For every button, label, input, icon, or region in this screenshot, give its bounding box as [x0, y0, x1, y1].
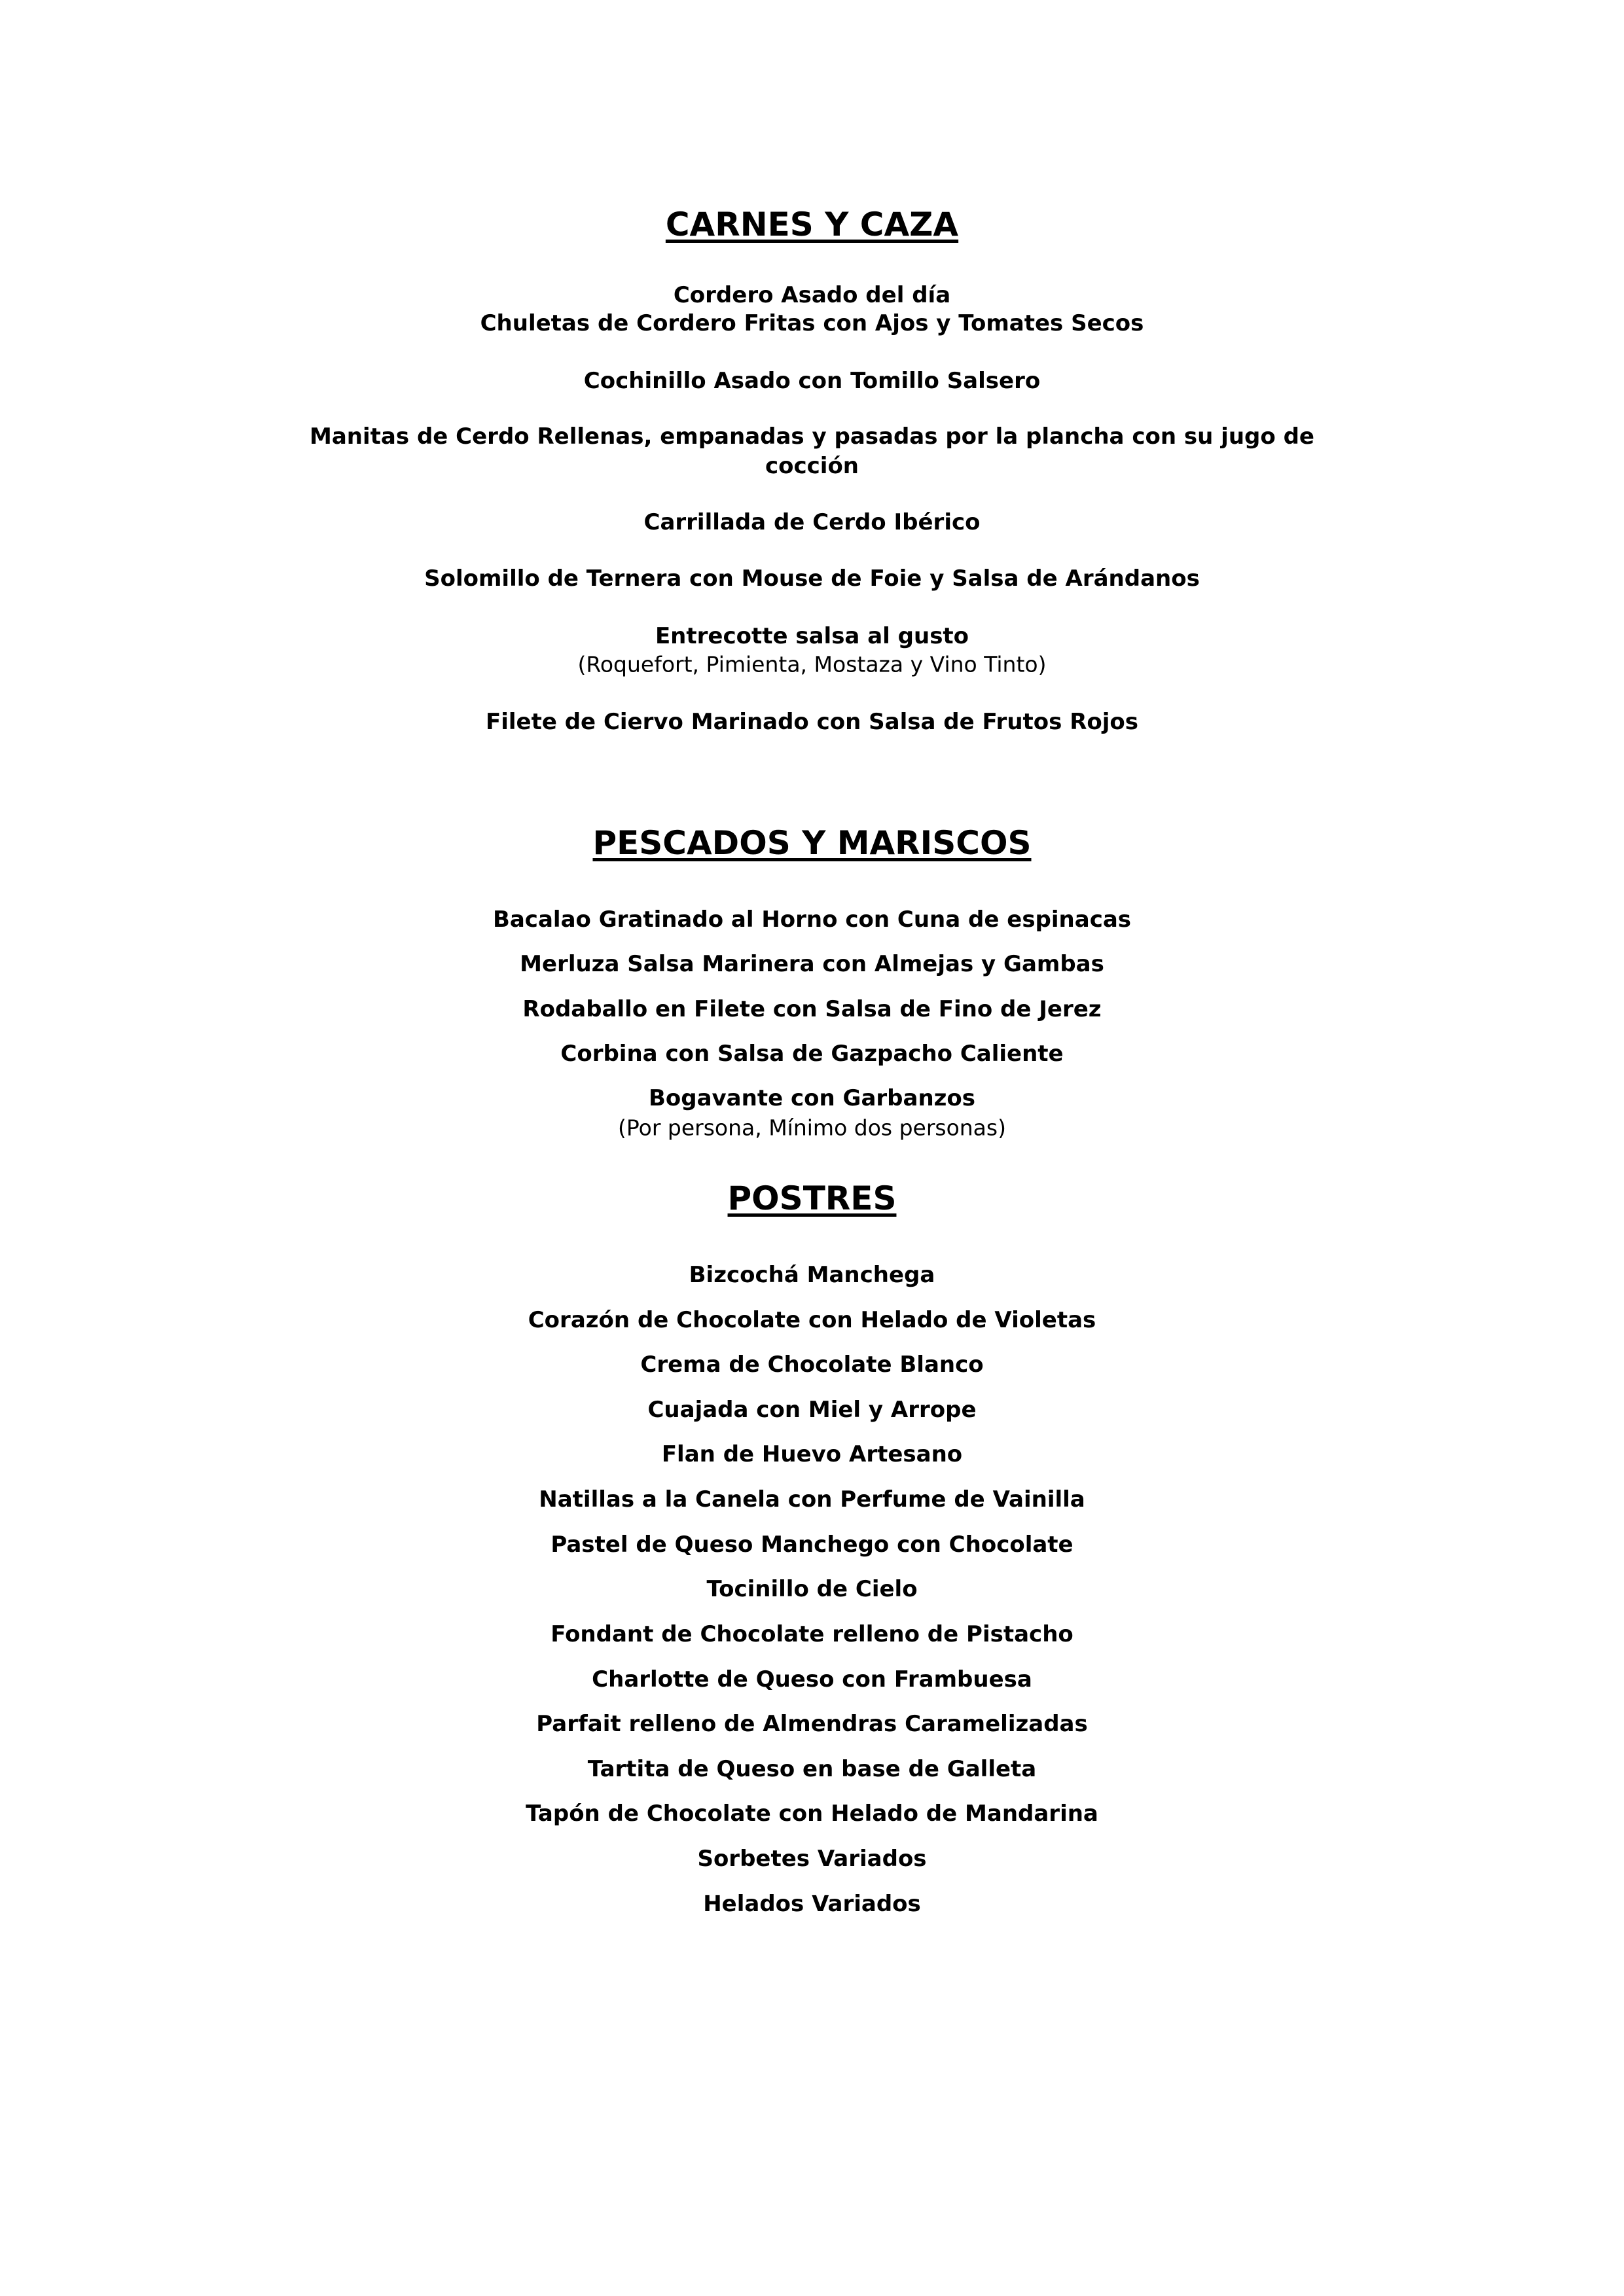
menu-item: Cochinillo Asado con Tomillo Salsero [583, 368, 1041, 394]
menu-item-note: (Roquefort, Pimienta, Mostaza y Vino Tinto) [577, 651, 1047, 677]
section-heading-carnes: CARNES Y CAZA [665, 206, 959, 243]
menu-item: Merluza Salsa Marinera con Almejas y Gambas [520, 951, 1104, 977]
menu-item: Solomillo de Ternera con Mouse de Foie y Salsa de Arándanos [424, 565, 1200, 592]
menu-item: Sorbetes Variados [697, 1846, 927, 1872]
menu-item: Bacalao Gratinado al Horno con Cuna de espinacas [492, 906, 1132, 933]
menu-item: Bizcochá Manchega [689, 1262, 935, 1288]
menu-item: Tocinillo de Cielo [706, 1576, 918, 1602]
menu-item: Fondant de Chocolate relleno de Pistacho [550, 1621, 1074, 1647]
menu-item: Natillas a la Canela con Perfume de Vainilla [539, 1486, 1085, 1513]
menu-item: Corazón de Chocolate con Helado de Violetas [528, 1307, 1096, 1333]
menu-item: Corbina con Salsa de Gazpacho Caliente [560, 1041, 1064, 1067]
menu-item: Bogavante con Garbanzos [648, 1085, 976, 1111]
menu-item: Filete de Ciervo Marinado con Salsa de Frutos Rojos [485, 709, 1139, 735]
menu-item-continuation: cocción [765, 453, 859, 479]
menu-item: Cordero Asado del día [673, 282, 951, 308]
menu-item: Parfait relleno de Almendras Caramelizadas [536, 1711, 1088, 1737]
menu-item: Chuletas de Cordero Fritas con Ajos y Tomates Secos [480, 310, 1144, 336]
menu-item: Pastel de Queso Manchego con Chocolate [550, 1532, 1074, 1558]
menu-item: Charlotte de Queso con Frambuesa [592, 1666, 1032, 1693]
menu-item-note: (Por persona, Mínimo dos personas) [618, 1115, 1006, 1141]
menu-item: Flan de Huevo Artesano [661, 1441, 963, 1467]
menu-item: Carrillada de Cerdo Ibérico [643, 509, 981, 535]
menu-item: Rodaballo en Filete con Salsa de Fino de Jerez [522, 996, 1102, 1022]
menu-item: Crema de Chocolate Blanco [640, 1352, 984, 1378]
menu-item: Tartita de Queso en base de Galleta [587, 1756, 1037, 1782]
menu-item: Entrecotte salsa al gusto [655, 623, 969, 649]
menu-item: Tapón de Chocolate con Helado de Mandarina [526, 1801, 1098, 1827]
menu-item: Helados Variados [703, 1891, 921, 1917]
section-heading-postres: POSTRES [727, 1179, 897, 1217]
section-heading-pescados: PESCADOS Y MARISCOS [592, 824, 1032, 862]
menu-item: Cuajada con Miel y Arrope [647, 1397, 977, 1423]
menu-item: Manitas de Cerdo Rellenas, empanadas y pasadas por la plancha con su jugo de [310, 423, 1314, 450]
